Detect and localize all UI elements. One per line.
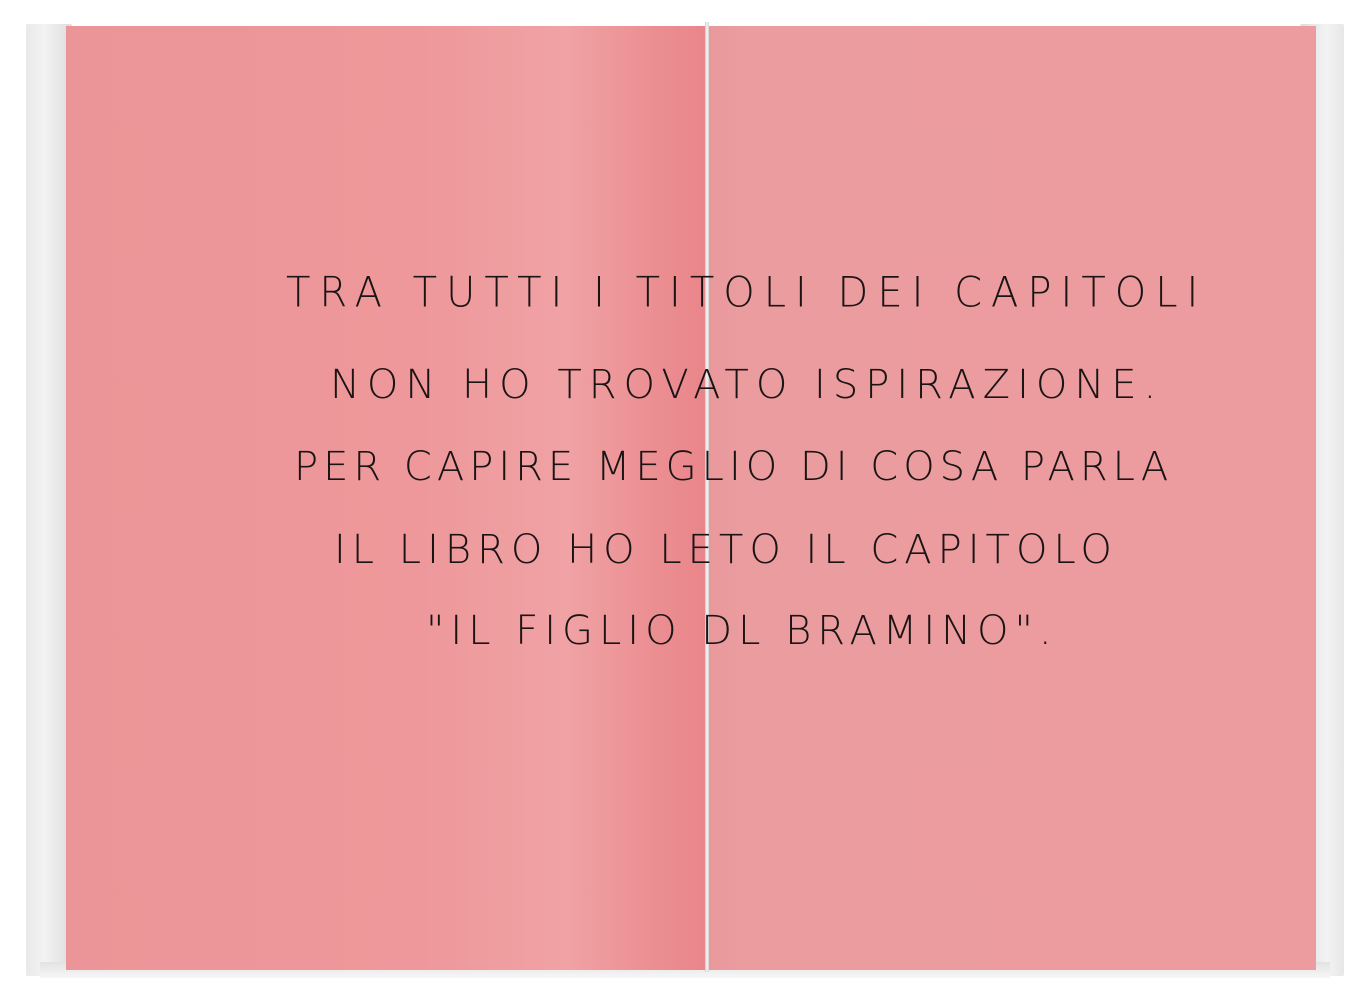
note-line-4: IL LIBRO HO LETO IL CAPITOLO	[334, 527, 1118, 573]
note-line-3: PER CAPIRE MEGLIO DI COSA PARLA	[294, 444, 1174, 490]
left-page	[66, 26, 708, 970]
book-gutter	[705, 22, 709, 972]
note-line-2: NON HO TROVATO ISPIRAZIONE.	[330, 362, 1164, 408]
note-line-5: "IL FIGLIO DL BRAMINO".	[426, 608, 1058, 654]
note-line-1: TRA TUTTI I TITOLI DEI CAPITOLI	[286, 268, 1208, 318]
right-page	[708, 26, 1316, 970]
